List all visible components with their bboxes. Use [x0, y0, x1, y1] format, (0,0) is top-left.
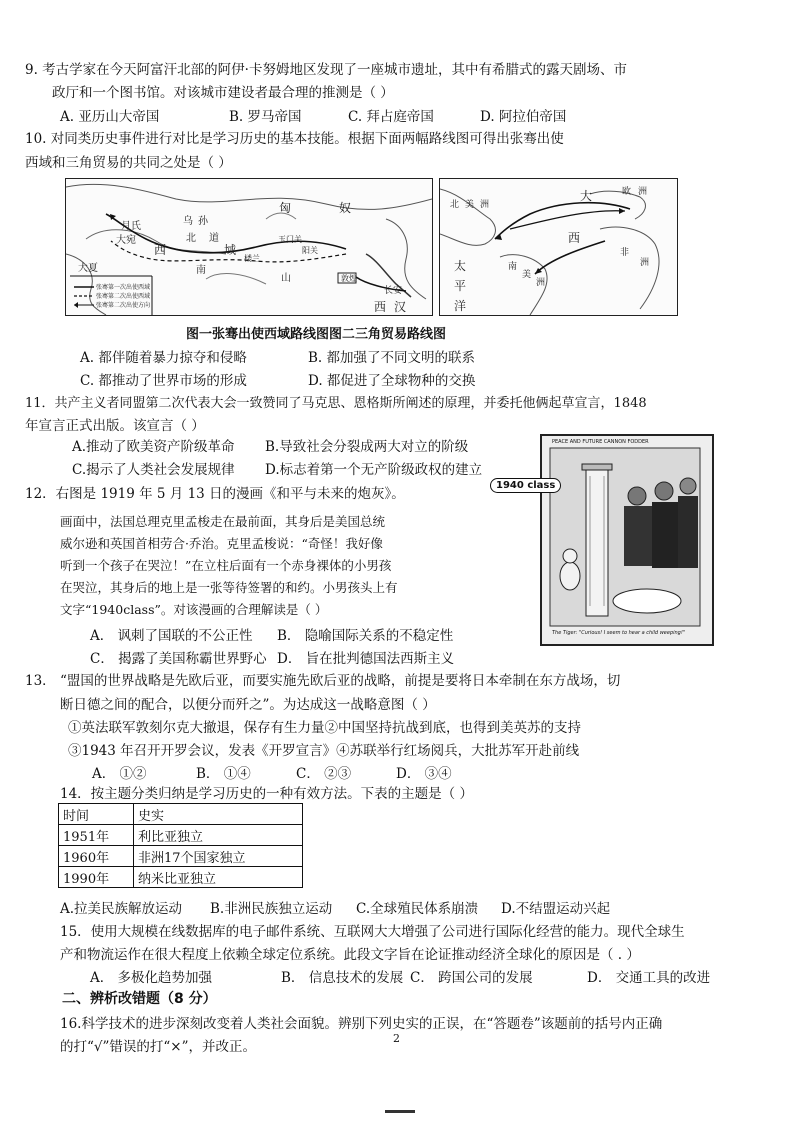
map2-label-ou: 欧 [622, 187, 632, 197]
map2-label-nanzhou: 洲 [536, 278, 546, 288]
q12-desc-5: 文字“1940class”。对该漫画的合理解读是（ ） [60, 602, 328, 617]
map1-label-xi: 西 [154, 243, 167, 257]
q9-option-b: B. 罗马帝国 [229, 109, 302, 125]
q12-desc-2: 威尔逊和英国首相劳合·乔治。克里孟梭说：“奇怪！我好像 [60, 536, 383, 551]
map1-label-nu: 奴 [339, 201, 352, 215]
q15-line2: 产和物流运作在很大程度上依赖全球定位系统。此段文字旨在论证推动经济全球化的原因是（ . ） [60, 947, 640, 963]
map1-label-wu: 乌 [183, 216, 193, 227]
map2-label-da: 大 [580, 189, 593, 203]
q10-option-b: B. 都加强了不同文明的联系 [308, 350, 476, 366]
q15-option-b: B． 信息技术的发展 [281, 970, 404, 986]
map1-legend-3: 张骞第二次出使方向 [96, 302, 151, 309]
map2-label-yang: 洋 [454, 299, 467, 313]
q9-line1: 9. 考古学家在今天阿富汗北部的阿伊·卡努姆地区发现了一座城市遗址，其中有希腊式的露天剧场、市 [25, 62, 627, 78]
q13-line1: 13． “盟国的世界战略是先欧后亚，而要实施先欧后亚的战略，前提是要将日本牵制在东方战场，切 [25, 673, 621, 689]
q13-option-c: C． ②③ [296, 766, 352, 782]
q14-option-c: C.全球殖民体系崩溃 [356, 901, 479, 917]
q15-option-c: C． 跨国公司的发展 [410, 970, 533, 986]
map1-label-yuezhi: 月氏 [121, 221, 141, 232]
cartoon-image [540, 434, 714, 646]
cartoon-1940-class-label: 1940 class [490, 478, 561, 493]
table-cell-year: 1960年 [59, 846, 134, 867]
q11-option-a: A.推动了欧美资产阶级革命 [72, 439, 235, 455]
map2-label-nanmei: 美 [522, 270, 532, 280]
table-cell-year: 1951年 [59, 825, 134, 846]
q9-option-a: A. 亚历山大帝国 [60, 109, 160, 125]
table-row [59, 825, 303, 846]
section-title: 二、辨析改错题（8 分） [62, 991, 217, 1007]
map-triangle-trade-route [439, 178, 678, 316]
map1-label-nan: 南 [196, 265, 206, 276]
q9-option-d: D. 阿拉伯帝国 [480, 109, 567, 125]
q10-option-a: A. 都伴随着暴力掠夺和侵略 [80, 350, 247, 366]
q14-option-a: A.拉美民族解放运动 [60, 901, 183, 917]
table-cell-fact: 纳米比亚独立 [134, 867, 303, 888]
q13-item2: ③1943 年召开开罗会议，发表《开罗宣言》④苏联举行红场阅兵，大批苏军开赴前线 [68, 743, 580, 759]
q15-line1: 15．使用大规模在线数据库的电子邮件系统、互联网大大增强了公司进行国际化经营的能力。现代全球生 [60, 924, 685, 940]
q14-option-b: B.非洲民族独立运动 [210, 901, 333, 917]
table-cell-fact: 非洲17个国家独立 [134, 846, 303, 867]
map2-label-ping: 平 [454, 279, 467, 293]
page-number: 2 [393, 1032, 400, 1045]
q13-option-b: B． ①④ [196, 766, 251, 782]
q11-line1: 11．共产主义者同盟第二次代表大会一致赞同了马克思、恩格斯所阐述的原理，并委托他俩起草宣言，1848 [25, 396, 647, 411]
q12-desc-1: 画面中，法国总理克里孟梭走在最前面，其身后是美国总统 [60, 514, 386, 529]
q11-option-d: D.标志着第一个无产阶级政权的建立 [265, 462, 483, 478]
table-row [59, 867, 303, 888]
map2-label-xi: 西 [568, 231, 581, 245]
q12-option-d: D． 旨在批判德国法西斯主义 [277, 651, 455, 667]
q11-option-b: B.导致社会分裂成两大对立的阶级 [265, 439, 469, 455]
map1-label-dao: 道 [209, 233, 219, 244]
map1-label-dunhuang: 敦煌 [341, 274, 357, 283]
map1-label-bei: 北 [186, 233, 196, 244]
page-bottom-mark [385, 1110, 415, 1113]
q16-line1: 16.科学技术的进步深刻改变着人类社会面貌。辨别下列史实的正误，在“答题卷”该题前的括号内正确 [60, 1016, 663, 1032]
q13-option-a: A． ①② [92, 766, 147, 782]
q13-line2: 断日德之间的配合，以便分而歼之”。为达成这一战略意图（ ） [60, 697, 436, 713]
map1-label-han: 汉 [394, 300, 407, 314]
map1-label-xiong: 匈 [279, 201, 292, 215]
q14-table [58, 803, 303, 888]
q15-option-d: D． 交通工具的改进 [587, 970, 711, 986]
q15-option-a: A． 多极化趋势加强 [90, 970, 213, 986]
table-header-fact: 史实 [134, 804, 303, 825]
q12-option-b: B． 隐喻国际关系的不稳定性 [277, 628, 454, 644]
map1-label-daxia: 大夏 [78, 263, 98, 274]
q12-desc-4: 在哭泣，其身后的地上是一张等待签署的和约。小男孩头上有 [60, 580, 398, 595]
map1-label-yu: 域 [224, 243, 237, 257]
q14-option-d: D.不结盟运动兴起 [501, 901, 611, 917]
q10-option-c: C. 都推动了世界市场的形成 [80, 373, 247, 389]
map1-label-yangguan: 阳关 [302, 246, 318, 255]
map1-label-loulan: 楼兰 [244, 254, 260, 263]
q12-line1: 12．右图是 1919 年 5 月 13 日的漫画《和平与未来的炮灰》。 [25, 486, 405, 502]
map1-label-shan: 山 [281, 273, 291, 284]
map2-label-fei: 非 [620, 248, 630, 258]
map1-label-yumenguan: 玉门关 [278, 235, 302, 244]
map1-label-xi2: 西 [374, 300, 387, 314]
map1-label-dayuan: 大宛 [116, 235, 136, 246]
map1-label-changan: 长安 [384, 286, 403, 296]
q16-line2: 的打“√”错误的打“×”，并改正。 [60, 1039, 257, 1055]
table-cell-year: 1990年 [59, 867, 134, 888]
map2-drawing [440, 179, 677, 315]
q9-option-c: C. 拜占庭帝国 [348, 109, 434, 125]
q10-line1: 10. 对同类历史事件进行对比是学习历史的基本技能。根据下面两幅路线图可得出张骞出使 [25, 131, 564, 147]
q10-line2: 西域和三角贸易的共同之处是（ ） [25, 155, 232, 171]
cartoon-title: PEACE AND FUTURE CANNON FODDER [552, 439, 649, 445]
q11-option-c: C.揭示了人类社会发展规律 [72, 462, 235, 478]
map2-label-ouzhou: 洲 [638, 187, 648, 197]
map2-label-tai: 太 [454, 259, 467, 273]
cartoon-caption: The Tiger: "Curious! I seem to hear a child weeping!" [552, 630, 686, 636]
q9-line2: 政厅和一个图书馆。对该城市建设者最合理的推测是（ ） [52, 85, 394, 101]
q12-option-c: C． 揭露了美国称霸世界野心 [90, 651, 267, 667]
table-header-row [59, 804, 303, 825]
map1-label-sun: 孙 [198, 216, 208, 227]
map1-legend-1: 张骞第一次出使西域 [96, 284, 151, 291]
table-header-time: 时间 [59, 804, 134, 825]
map2-label-zhou: 洲 [480, 200, 490, 210]
map2-label-mei: 美 [465, 200, 475, 210]
map-zhang-qian-route [65, 178, 433, 316]
q12-desc-3: 听到一个孩子在哭泣！”在立柱后面有一个赤身裸体的小男孩 [60, 558, 392, 573]
map2-label-nan: 南 [508, 262, 518, 272]
q12-option-a: A． 讽刺了国联的不公正性 [90, 628, 253, 644]
q10-option-d: D. 都促进了全球物种的交换 [308, 373, 476, 389]
q13-option-d: D． ③④ [396, 766, 452, 782]
map-caption: 图一张骞出使西域路线图图二三角贸易路线图 [186, 327, 447, 342]
table-cell-fact: 利比亚独立 [134, 825, 303, 846]
table-row [59, 846, 303, 867]
q14-line1: 14．按主题分类归纳是学习历史的一种有效方法。下表的主题是（ ） [60, 786, 473, 802]
map1-legend-2: 张骞第二次出使西域 [96, 293, 151, 300]
cartoon-drawing [542, 436, 708, 640]
map2-label-feizhou: 洲 [640, 258, 650, 268]
map2-label-bei: 北 [450, 200, 460, 210]
q11-line2: 年宣言正式出版。该宣言（ ） [25, 418, 205, 434]
q13-item1: ①英法联军敦刻尔克大撤退，保存有生力量②中国坚持抗战到底，也得到美英苏的支持 [68, 720, 581, 736]
